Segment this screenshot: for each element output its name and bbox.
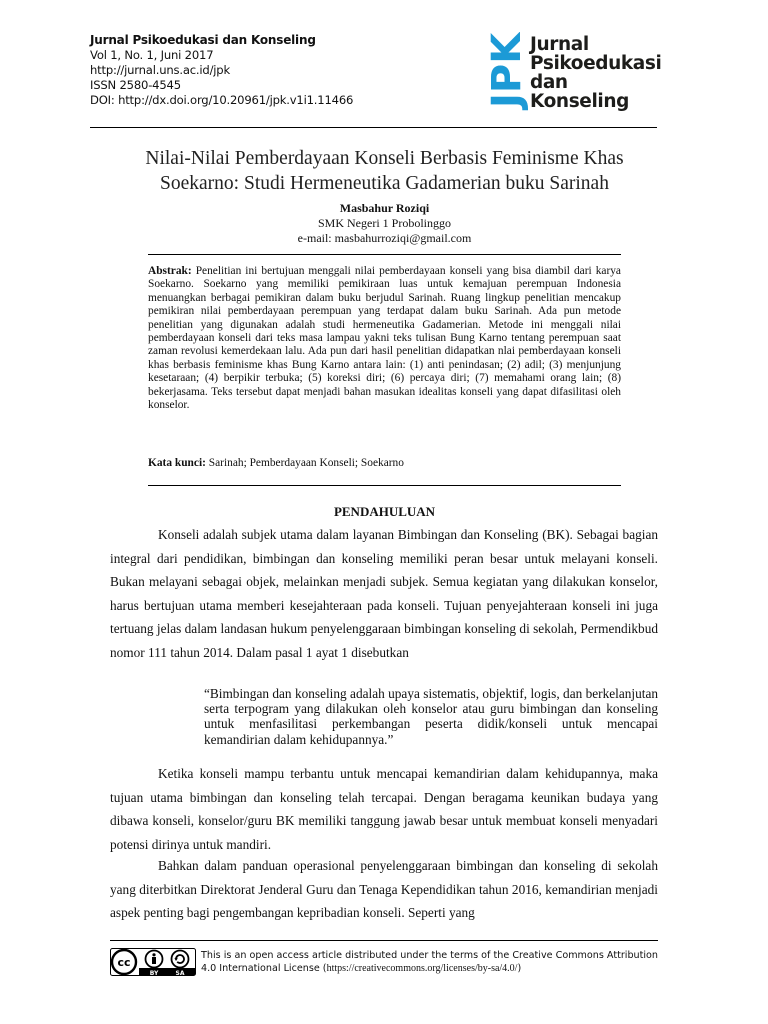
body-paragraph-1 [110, 523, 658, 665]
body-paragraph-2 [110, 762, 658, 856]
license-url[interactable]: https://creativecommons.org/licenses/by-sa/4.0/ [326, 963, 518, 974]
block-quote: “Bimbingan dan konseling adalah upaya sistematis, objektif, logis, dan berkelanjutan serta terpogram yang dilakukan oleh konselor atau guru bimbingan dan konseling untuk menfasilitasi perkembangan peserta didik/konseli untuk mencapai kemandirian dalam kehidupannya.” [204, 686, 658, 747]
author-email[interactable]: e-mail: masbahurroziqi@gmail.com [297, 231, 472, 245]
journal-issn: ISSN 2580-4545 [90, 78, 181, 92]
cc-label-by: BY [149, 969, 159, 976]
paragraph-3-text: Bahkan dalam panduan operasional penyelenggaraan bimbingan dan konseling di sekolah yang diterbitkan Direktorat Jenderal Guru dan Tenaga Kependidikan tahun 2016, kemandirian menjadi aspek penting bagi pengembangan kepribadian konseli. Seperti yang [110, 858, 658, 921]
abstract-label: Abstrak: [148, 265, 192, 277]
paper-title-line1: Nilai-Nilai Pemberdayaan Konseli Berbasis Feminisme Khas [145, 148, 624, 169]
journal-doi[interactable]: DOI: http://dx.doi.org/10.20961/jpk.v1i1.11466 [90, 93, 354, 107]
cc-label-sa: SA [175, 969, 185, 976]
abstract-divider-bottom [148, 485, 621, 486]
keywords-text: Sarinah; Pemberdayaan Konseli; Soekarno [205, 457, 404, 469]
keywords [148, 456, 621, 470]
body-paragraph-3 [110, 854, 658, 925]
paragraph-2-text: Ketika konseli mampu terbantu untuk mencapai kemandirian dalam kehidupannya, maka tujuan utama bimbingan dan konseling telah tercapai. Dengan beragama keunikan budaya yang dibawa konseli, konselor/guru BK memiliki tanggung jawab besar untuk membuat konseli menyadari potensi dirinya untuk mandiri. [110, 766, 658, 852]
logo-line4: Konseling [530, 91, 629, 112]
logo-line1: Jurnal [530, 34, 589, 55]
abstract-divider-top [148, 254, 621, 255]
svg-text:cc: cc [117, 956, 131, 970]
cc-by-sa-icon[interactable] [110, 948, 196, 976]
author-affiliation: SMK Negeri 1 Probolinggo [318, 216, 451, 230]
paper-title [90, 146, 679, 196]
header-divider [90, 127, 657, 128]
footer-divider [110, 940, 658, 941]
license-notice [201, 949, 658, 975]
journal-url[interactable]: http://jurnal.uns.ac.id/jpk [90, 63, 230, 77]
journal-name: Jurnal Psikoedukasi dan Konseling [90, 33, 316, 47]
logo-line2: Psikoedukasi [530, 53, 662, 74]
author-name: Masbahur Roziqi [339, 201, 430, 215]
author-block [90, 201, 679, 246]
keywords-label: Kata kunci: [148, 457, 206, 469]
journal-volume: Vol 1, No. 1, Juni 2017 [90, 48, 214, 62]
license-close: ) [517, 963, 522, 974]
abstract-text: Penelitian ini bertujuan menggali nilai pemberdayaan konseli yang bisa diambil dari karya Soekarno. Soekarno yang memiliki pemikiraan luas untuk kemajuan perempuan Indonesia menuangkan berbagai pemikiran dalam buku berjudul Sarinah. Ruang lingkup penelitian mencakup pemikiran nilai pemberdayaan perempuan yang terdapat dalam buku Sarinah. Ada pun metode penelitian yang digunakan adalah studi hermeneutika Gadamerian. Metode ini menggali nilai pemberdayaan konseli dari teks masa lampau yakni teks tulisan Bung Karno tentang perempuan saat zaman revolusi kemerdekaan lalu. Ada pun dari hasil penelitian didapatkan nlai pemberdayaan konseli khas berbasis feminisme khas Bung Karno antara lain: (1) anti penindasan; (2) adil; (3) menjunjung kesetaraan; (4) berpikir terbuka; (5) koreksi diri; (6) percaya diri; (7) memahami orang lain; (8) bekerjasama. Teks tersebut dapat menjadi bahan masukan idealitas konseli yang dapat difasilitasi oleh konselor. [148, 265, 621, 412]
journal-header [90, 33, 353, 108]
paper-title-line2: Soekarno: Studi Hermeneutika Gadamerian buku Sarinah [160, 173, 609, 194]
logo-text [530, 35, 661, 111]
section-heading: PENDAHULUAN [333, 504, 436, 519]
paragraph-1-text: Konseli adalah subjek utama dalam layanan Bimbingan dan Konseling (BK). Sebagai bagian integral dari pendidikan, bimbingan dan konseling memiliki peran besar untuk melayani konseli. Bukan melayani sebagai objek, melainkan menjadi subjek. Semua kegiatan yang dilakukan konselor, harus bertujuan utama memberi kesejahteraan pada konseli. Tujuan penyejahteraan konseli ini juga tertuang jelas dalam landasan hukum penyelenggaraan bimbingan konseling di sekolah, Permendikbud nomor 111 tahun 2014. Dalam pasal 1 ayat 1 disebutkan [110, 527, 658, 660]
logo-mark: JPK [484, 32, 530, 108]
license-text: This is an open access article distributed under the terms of the Creative Commons Attribution 4.0 International License ( [201, 950, 658, 974]
abstract [148, 265, 621, 412]
logo-line3: dan [530, 72, 568, 93]
